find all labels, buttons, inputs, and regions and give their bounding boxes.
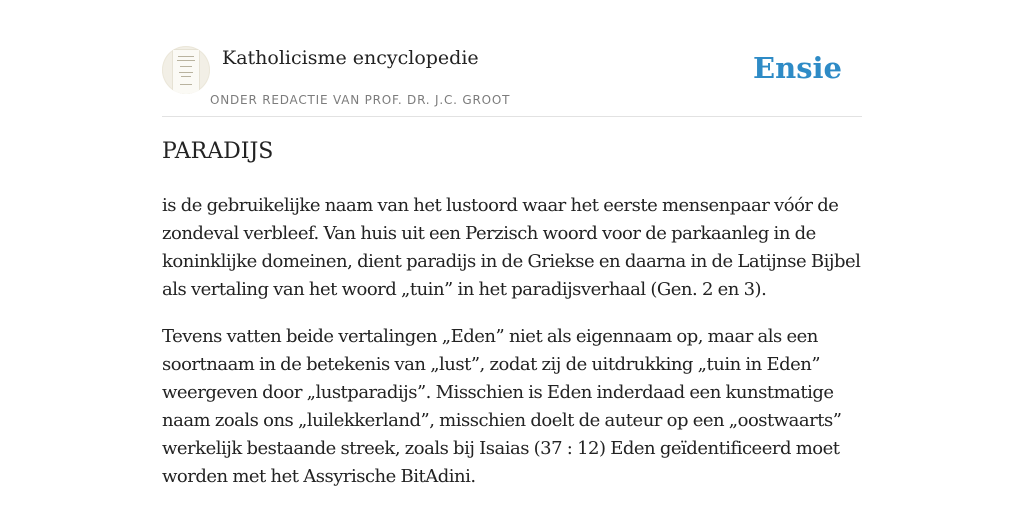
entry-paragraph: Tevens vatten beide vertalingen „Eden” niet als eigennaam op, maar als een soortnaam in de betekenis van „lust”, zodat zij de uitdrukking „tuin in Eden” weergeven door „lustparadijs”. Misschien is Eden inderdaad een kunstmatige naam zoals ons „luilekkerland”, misschien doelt de auteur op een „oostwaarts” werkelijk bestaande streek, zoals bij Isaias (37 : 12) Eden geïdentificeerd moet worden met het Assyrische BitAdini. (162, 326, 842, 487)
book-cover-icon[interactable] (162, 46, 210, 94)
book-cover-page (173, 50, 199, 94)
entry-title: PARADIJS (162, 139, 274, 164)
site-header (162, 40, 862, 117)
brand-logo-link[interactable]: Ensie (753, 51, 842, 85)
entry-body (162, 192, 862, 510)
editor-credit: ONDER REDACTIE VAN PROF. DR. J.C. GROOT (210, 93, 511, 107)
book-title[interactable]: Katholicisme encyclopedie (222, 47, 479, 69)
entry-paragraph: is de gebruikelijke naam van het lustoord waar het eerste mensenpaar vóór de zondeval verbleef. Van huis uit een Perzisch woord voor de parkaanleg in de koninklijke domeinen, dient paradijs in de Griekse en daarna in de Latijnse Bijbel als vertaling van het woord „tuin” in het paradijsverhaal (Gen. 2 en 3). (162, 195, 861, 300)
